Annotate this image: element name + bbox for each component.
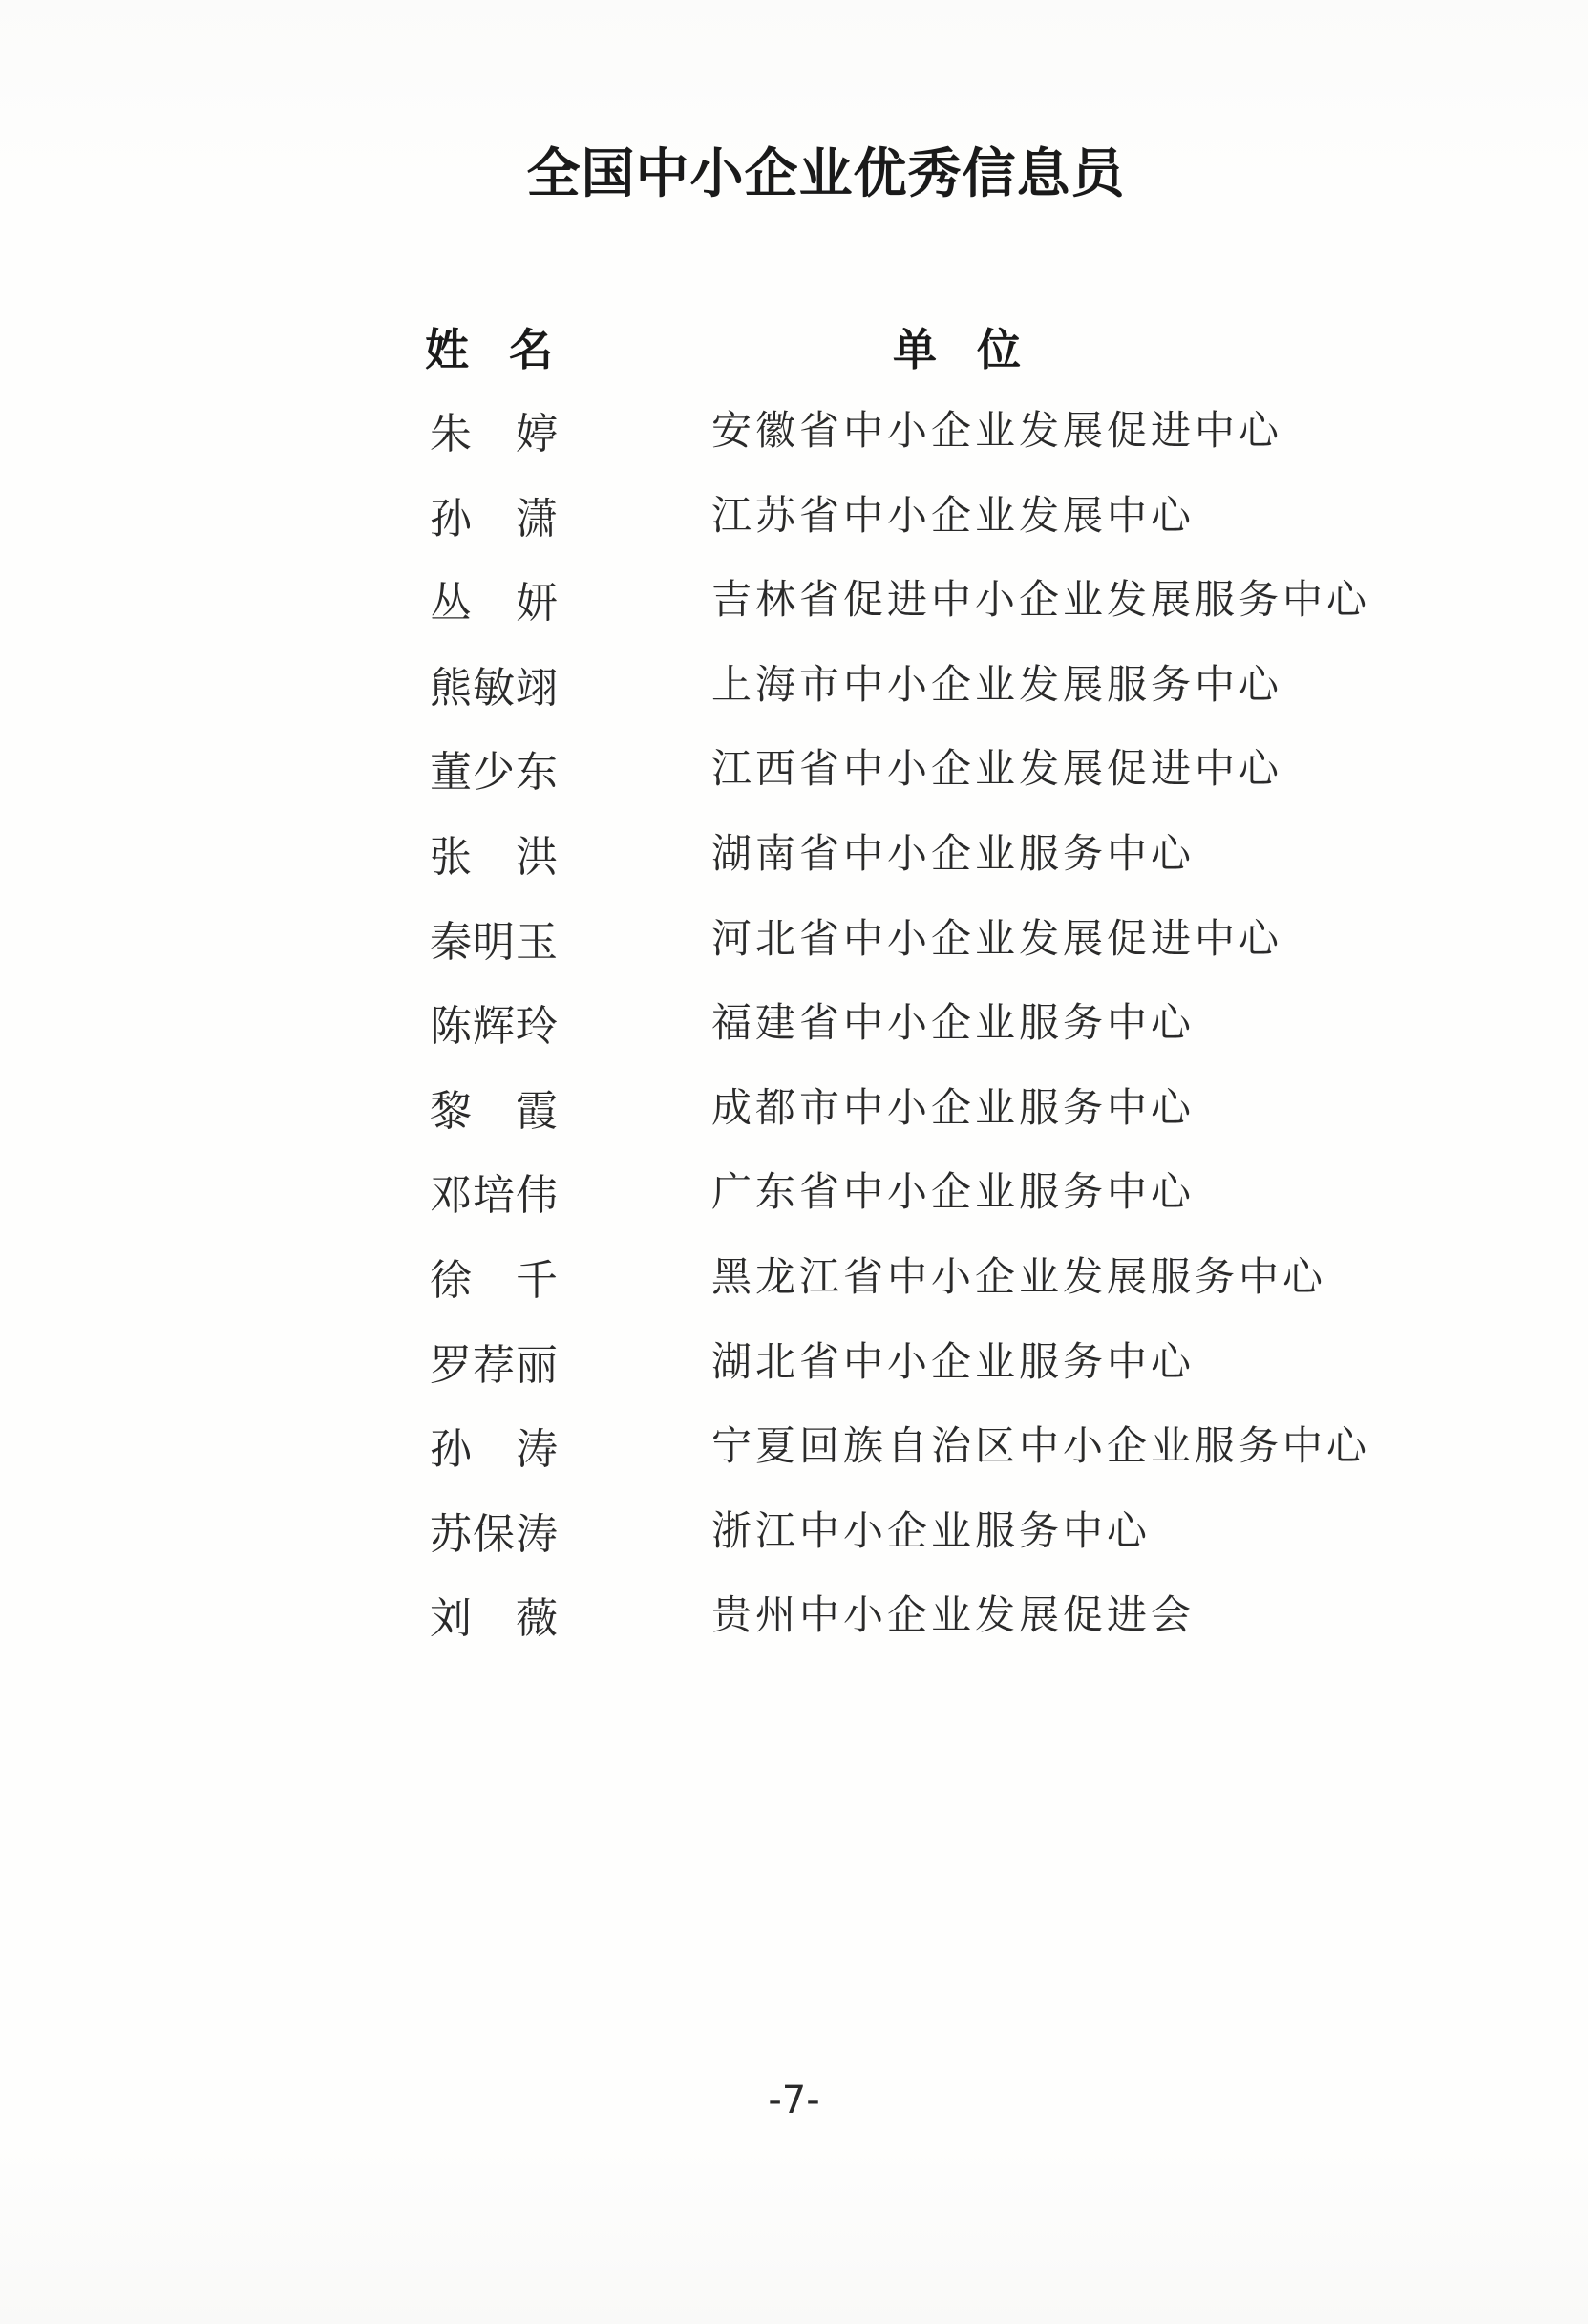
organization-name: 宁夏回族自治区中小企业服务中心 [711,1422,1371,1470]
organization-name: 成都市中小企业服务中心 [711,1083,1196,1131]
person-name: 孙涛 [430,1425,558,1475]
organization-name: 江苏省中小企业发展中心 [711,491,1196,539]
organization-name: 湖北省中小企业服务中心 [711,1337,1196,1385]
list-item [0,568,1588,653]
organization-name: 广东省中小企业服务中心 [711,1168,1196,1216]
organization-name: 安徽省中小企业发展促进中心 [711,407,1283,454]
honoree-list [0,399,1588,1669]
person-name: 苏保涛 [430,1509,558,1559]
person-name: 黎霞 [430,1086,558,1136]
list-item [0,1161,1588,1246]
organization-name: 河北省中小企业发展促进中心 [711,914,1283,962]
document-title: 全国中小企业优秀信息员 [526,142,1126,205]
person-name: 秦明玉 [430,917,558,967]
list-item [0,653,1588,738]
list-item [0,399,1588,484]
person-name: 邓培伟 [430,1171,558,1221]
list-item [0,737,1588,822]
list-item [0,1331,1588,1416]
list-item [0,1415,1588,1500]
person-name: 徐千 [430,1255,558,1305]
organization-name: 黑龙江省中小企业发展服务中心 [711,1252,1327,1300]
column-header-unit: 单位 [893,324,1061,375]
person-name: 张洪 [430,832,558,882]
person-name: 陈辉玲 [430,1002,558,1052]
list-item [0,822,1588,907]
list-item [0,907,1588,992]
person-name: 朱婷 [430,410,558,458]
organization-name: 湖南省中小企业服务中心 [711,829,1196,877]
person-name: 熊敏翊 [430,663,558,713]
organization-name: 贵州中小企业发展促进会 [711,1591,1196,1639]
person-name: 丛妍 [430,579,558,629]
column-header-name: 姓名 [425,324,593,375]
list-item [0,1500,1588,1585]
organization-name: 上海市中小企业发展服务中心 [711,660,1283,708]
organization-name: 吉林省促进中小企业发展服务中心 [711,576,1371,624]
list-item [0,1246,1588,1331]
list-item [0,484,1588,569]
list-item [0,1584,1588,1669]
person-name: 刘薇 [430,1594,558,1644]
person-name: 董少东 [430,748,558,798]
list-item [0,991,1588,1077]
organization-name: 浙江中小企业服务中心 [711,1506,1152,1554]
list-item [0,1077,1588,1162]
organization-name: 福建省中小企业服务中心 [711,999,1196,1047]
page-number: -7- [768,2079,820,2122]
person-name: 孙潇 [430,494,558,544]
person-name: 罗荐丽 [430,1340,558,1390]
organization-name: 江西省中小企业发展促进中心 [711,745,1283,793]
